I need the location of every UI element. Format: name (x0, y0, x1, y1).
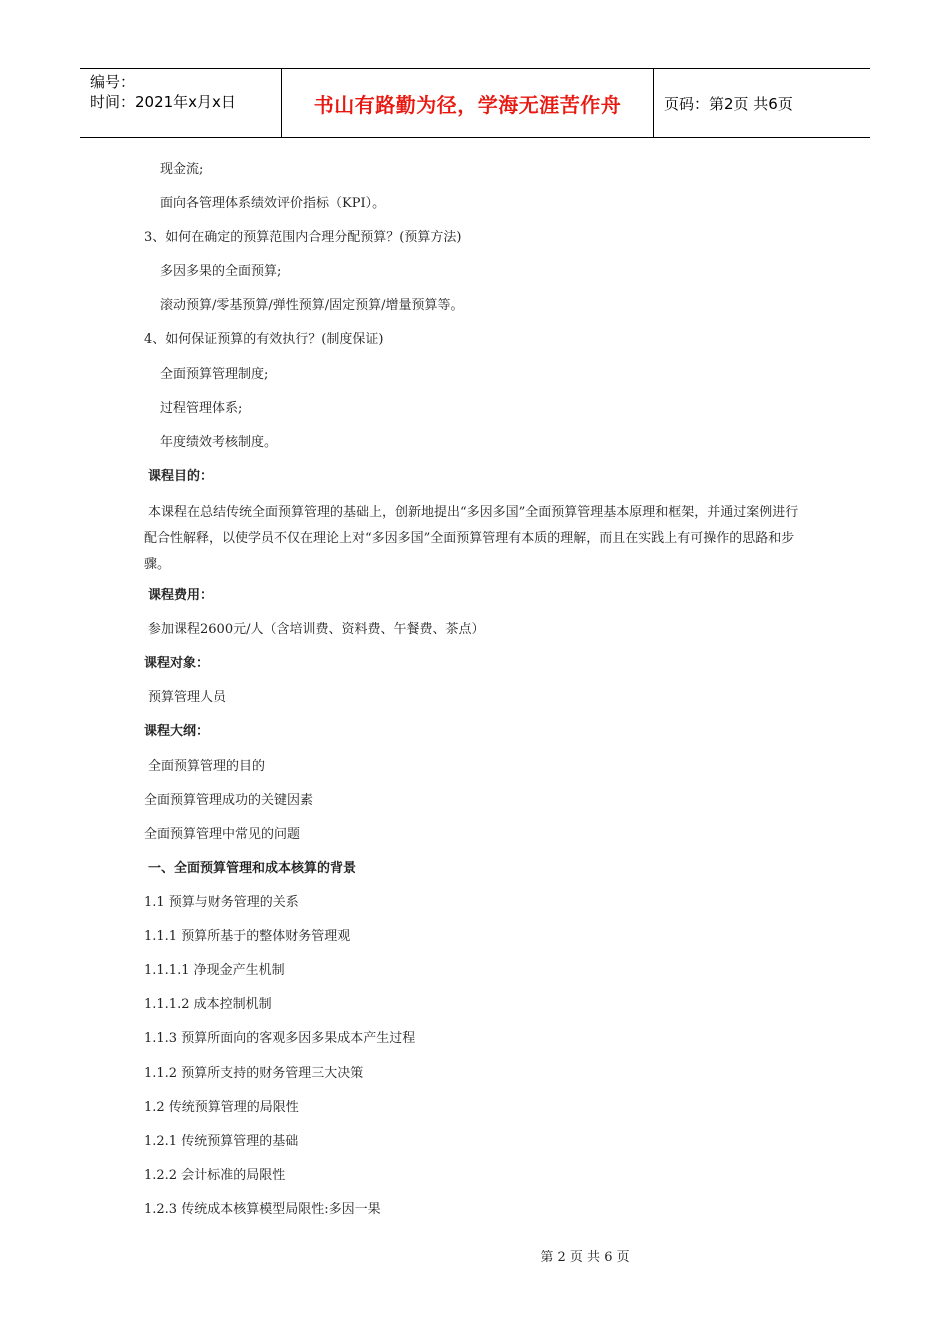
body-line: 面向各管理体系绩效评价指标（KPI）。 (160, 196, 386, 211)
outline-item: 全面预算管理中常见的问题 (144, 827, 301, 842)
outline-item: 全面预算管理成功的关键因素 (144, 793, 314, 808)
fee-text: 参加课程2600元/人（含培训费、资料费、午餐费、茶点） (148, 622, 485, 637)
section-item: 1.1 预算与财务管理的关系 (144, 895, 299, 910)
body-line: 过程管理体系; (160, 401, 243, 416)
course-goal-text: 本课程在总结传统全面预算管理的基础上，创新地提出“多因多国”全面预算管理基本原理和框架，并通过案例进行配合性解释，以使学员不仅在理论上对“多因多国”全面预算管理有本质的理解，而且在实践上有可操作的思路和步骤。 (144, 505, 799, 572)
body-line: 4、如何保证预算的有效执行？(制度保证) (144, 332, 384, 347)
section-item: 1.2.1 传统预算管理的基础 (144, 1134, 299, 1149)
body-line: 年度绩效考核制度。 (160, 435, 278, 450)
header-meta (80, 69, 282, 137)
time-label: 时间：2021年x月x日 (90, 93, 236, 111)
section-item: 1.2.2 会计标准的局限性 (144, 1168, 286, 1183)
section-item: 1.1.1 预算所基于的整体财务管理观 (144, 929, 351, 944)
code-label: 编号： (90, 73, 136, 91)
section-item: 1.1.3 预算所面向的客观多因多果成本产生过程 (144, 1031, 416, 1046)
section-item: 1.2.3 传统成本核算模型局限性:多因一果 (144, 1202, 381, 1217)
body-line: 多因多果的全面预算; (160, 264, 282, 279)
outline-heading: 课程大纲： (144, 724, 210, 739)
outline-item: 全面预算管理的目的 (148, 759, 266, 774)
section-item: 1.1.1.2 成本控制机制 (144, 997, 272, 1012)
page-footer: 第 2 页 共 6 页 (540, 1250, 630, 1265)
section-item: 1.1.1.1 净现金产生机制 (144, 963, 285, 978)
audience-heading: 课程对象： (144, 656, 210, 671)
body-line: 全面预算管理制度; (160, 367, 269, 382)
audience-text: 预算管理人员 (148, 690, 227, 705)
body-line: 3、如何在确定的预算范围内合理分配预算？(预算方法) (144, 230, 462, 245)
section-item: 1.1.2 预算所支持的财务管理三大决策 (144, 1066, 364, 1081)
course-goal-heading: 课程目的： (148, 469, 214, 484)
section-item: 1.2 传统预算管理的局限性 (144, 1100, 299, 1115)
section-heading: 一、全面预算管理和成本核算的背景 (148, 861, 357, 876)
body-line: 现金流; (160, 162, 204, 177)
header-motto: 书山有路勤为径，学海无涯苦作舟 (282, 69, 654, 137)
fee-heading: 课程费用： (148, 588, 214, 603)
page-header (80, 68, 870, 138)
header-page-info: 页码：第2页 共6页 (664, 94, 793, 113)
body-line: 滚动预算/零基预算/弹性预算/固定预算/增量预算等。 (160, 298, 464, 313)
